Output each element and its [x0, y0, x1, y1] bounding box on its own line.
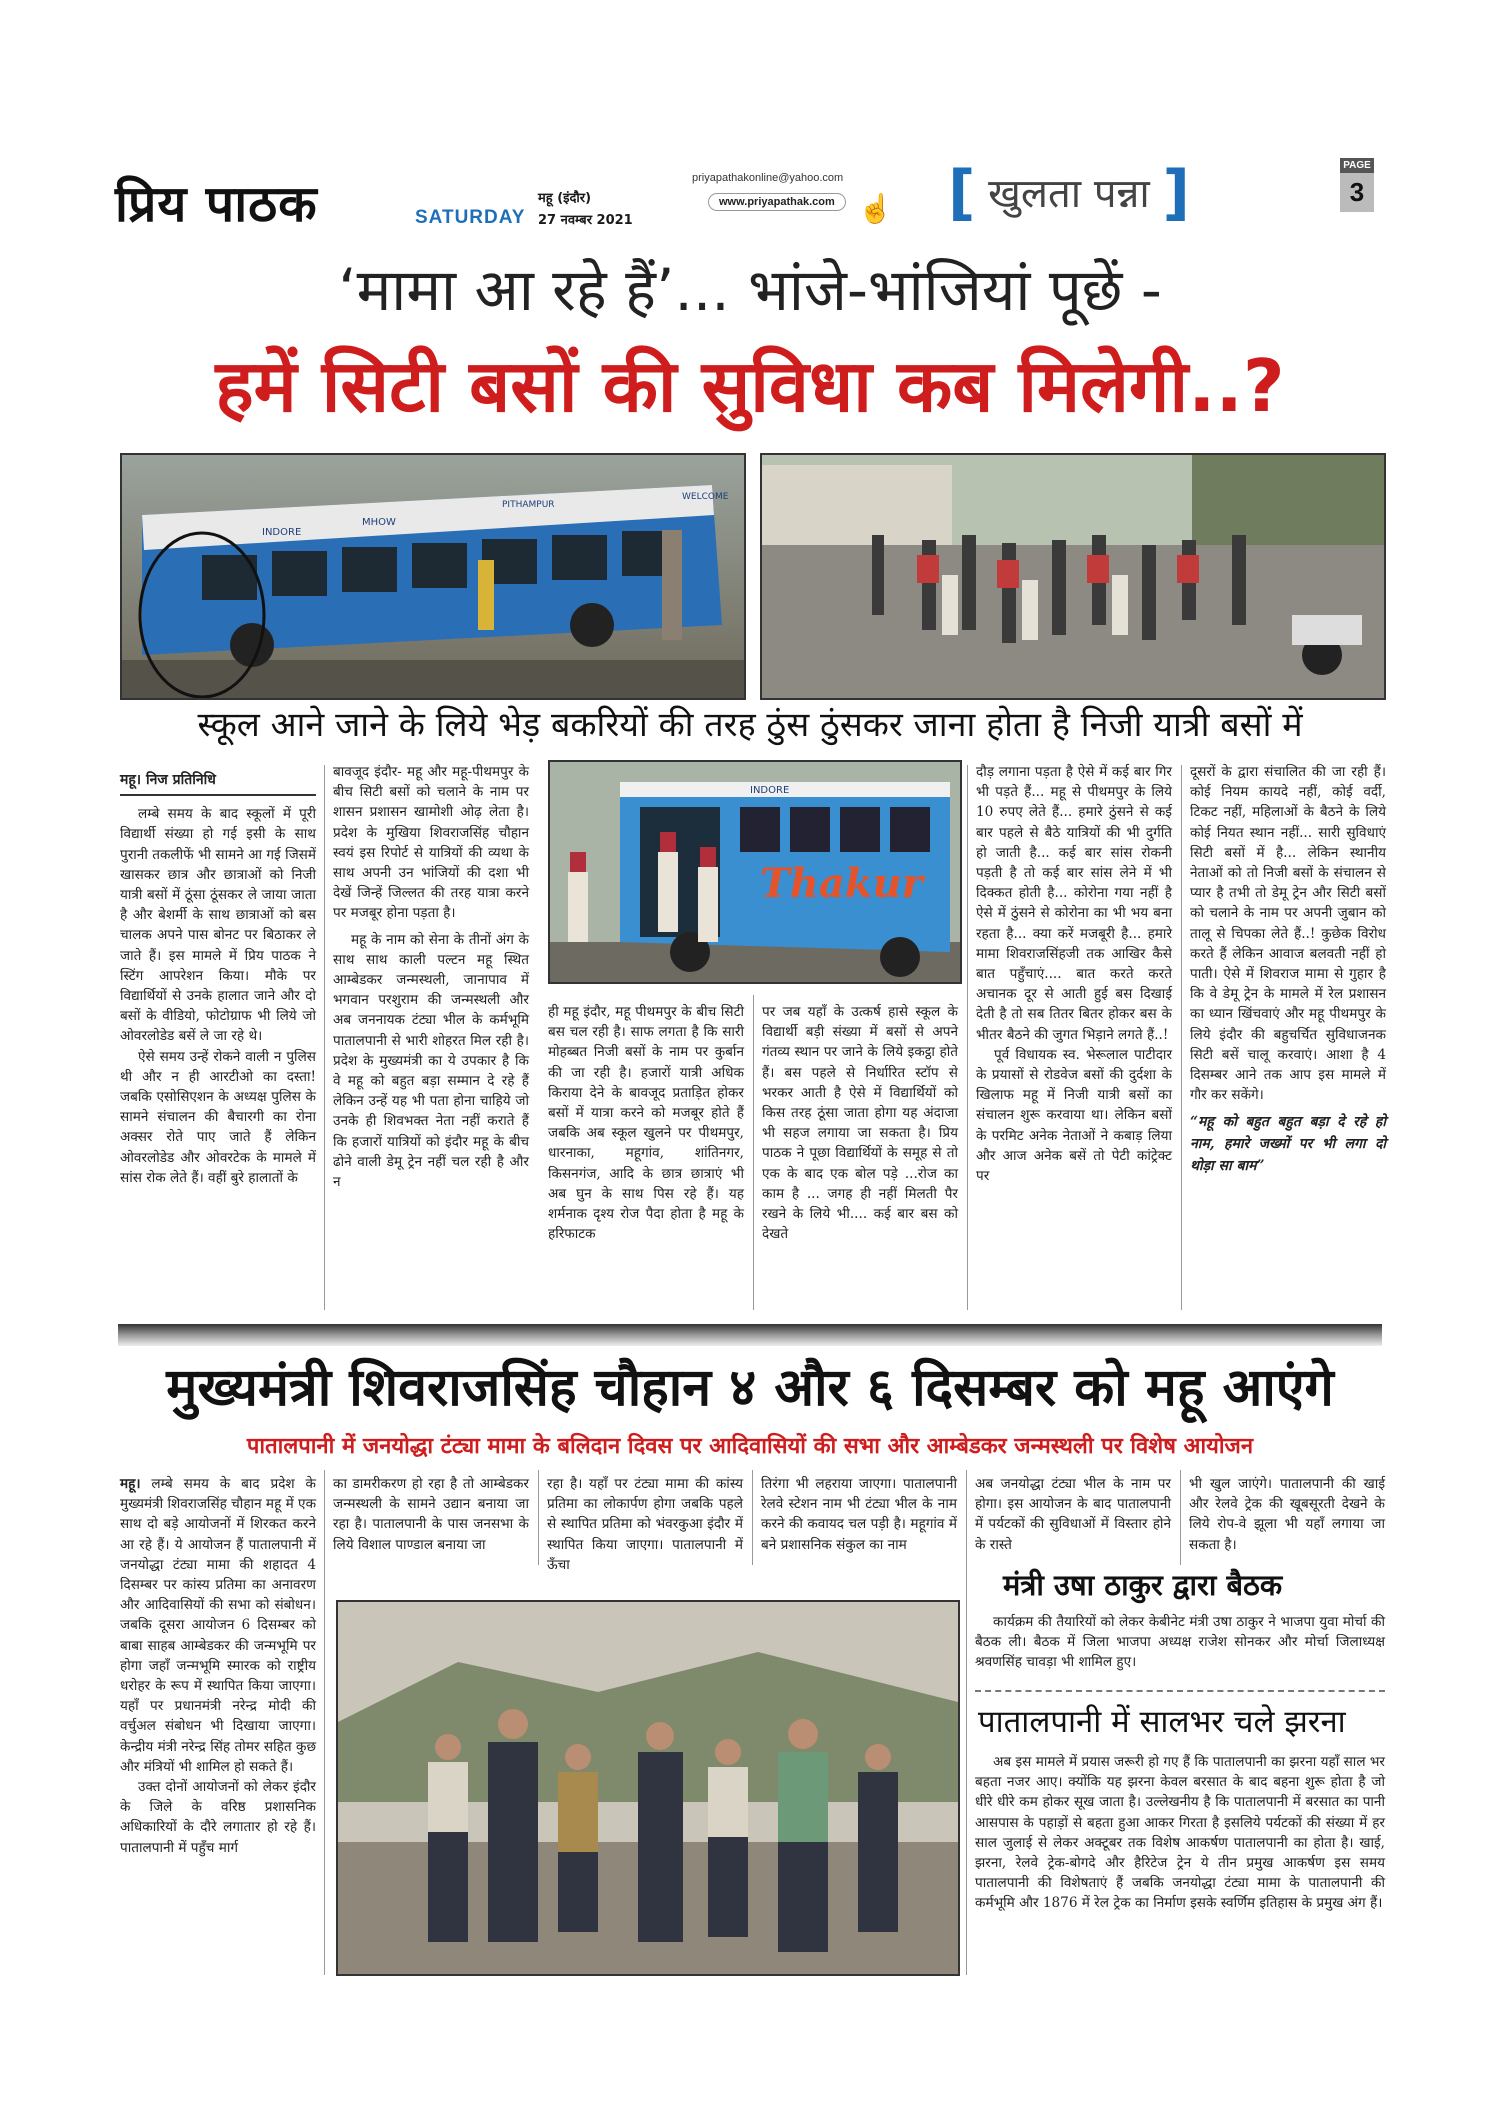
column-divider — [324, 1470, 325, 1975]
bus-label-front: INDORE — [750, 785, 790, 796]
boarding-photo-illustration — [550, 762, 960, 982]
box1-heading: मंत्री उषा ठाकुर द्वारा बैठक — [1003, 1568, 1283, 1602]
story1-paragraph: दौड़ लगाना पड़ता है ऐसे में कई बार गिर भी पड़ते हैं... महू से पीथमपुर के लिये 10 रुपए लेते हैं... हमारे ठुंसने से कई बार पहले से बैठे यात्रियों की भी दुर्गति हो जाती है... कई बार सांस रोकनी पड़ती है तो कई बार सांस लेने में भी दिक्कत होती है... कोरोना गया नहीं है ऐसे में ठुंसने से कोरोना का भी भय बना रहता है... क्या करें मजबूरी है... हमारे मामा शिवराजसिंहजी तक आखिर कैसे बात पहुँचाएं.... बात करते करते अचानक दूर से आती हुई बस दिखाई देती है तो सब तितर बितर होकर बस के भीतर बैठने की जुगत भिड़ाने लगते हैं..! — [976, 764, 1172, 1043]
story2-subheadline: पातालपानी में जनयोद्धा टंट्या मामा के बलिदान दिवस पर आदिवासियों की सभा और आम्बेडकर जन्मस्थली पर विशेष आयोजन — [246, 1434, 1254, 1459]
story1-paragraph: महू के नाम को सेना के तीनों अंग के साथ साथ काली पल्टन महू स्थित आम्बेडकर जन्मस्थली, जानापाव में भगवान परशुराम की जन्मस्थली और अब जननायक टंट्या भील के कर्मभूमि पातालपानी से भारी शोहरत मिल रही है। प्रदेश के मुख्यमंत्री का ये उपकार है कि वे महू को बहुत बड़ा सम्मान दे रहे हैं लेकिन उन्हें यह भी पता होना चाहिये जो उनके ही शिवभक्त नेता नहीं कराते हैं कि हजारों यात्रियों को इंदौर महू के बीच ढोने वाली डेमू ट्रेन नहीं चल रही है और न — [333, 931, 529, 1191]
section-title-text: खुलता पन्ना — [988, 171, 1150, 217]
story1-column-6 — [1190, 762, 1386, 1177]
story1-paragraph: ऐसे समय उन्हें रोकने वाली न पुलिस थी और न ही आरटीओ का दस्ता! जबकि एसोसिएशन के अध्यक्ष पुलिस के सामने संचालन की बैचारगी का रोना अक्सर रोते पाए जाते हैं लेकिन ओवरलोडेड और ओवरटेक के मामले में सांस रोक लेते हैं। वहीं बुरे हालातों के — [120, 1048, 316, 1186]
story1-column-3 — [548, 1002, 744, 1244]
column-divider — [752, 1470, 753, 1565]
story1-column-1 — [120, 770, 316, 1188]
story1-column-4 — [762, 1002, 958, 1244]
story2-paragraph: अब जनयोद्धा टंट्या भील के नाम पर होगा। इस आयोजन के बाद पातालपानी में पर्यटकों की सुविधाओं में विस्तार होने के रास्ते — [975, 1476, 1171, 1553]
page-number: 3 — [1340, 173, 1374, 212]
students-photo-illustration — [762, 455, 1384, 698]
story1-paragraph: पूर्व विधायक स्व. भेरूलाल पाटीदार के प्रयासों से रोडवेज बसों की दुर्दशा के खिलाफ महू में निजी यात्री बसों का संचालन शुरू करवाया था। लेकिन बसों के परमिट अनेक नेताओं ने कबाड़ लिया और आज अनेक बसें तो पेटी कांट्रेक्ट पर — [976, 1046, 1172, 1185]
contact-email[interactable]: priyapathakonline@yahoo.com — [692, 172, 844, 184]
box2-paragraph: अब इस मामले में प्रयास जरूरी हो गए हैं कि पातालपानी का झरना यहाँ साल भर बहता नजर आए। क्योंकि यह झरना केवल बरसात के बाद बहना शुरू होता है जो धीरे धीरे कम होकर सूख जाता है। उल्लेखनीय है कि पातालपानी में बरसात का पानी आसपास के पहाड़ों से बहता हुआ आकर गिरता है इसलिये पर्यटकों की संख्या में हर साल जुलाई से लेकर अक्टूबर तक विशेष आकर्षण पातालपानी का होता है। खाई, झरना, रेलवे ट्रेक-बोगदे और हैरिटेज ट्रेन ये तीन प्रमुख आकर्षण इस समय पातालपानी की विशेषताएं हैं जबकि जनयोद्धा टंट्या मामा के पातालपानी की कर्मभूमि और 1876 में रेल ट्रेक का निर्माण इसके स्वर्णिम इतिहास के प्रमुख अंग हैं। — [975, 1754, 1385, 1912]
story1-paragraph: बावजूद इंदौर- महू और महू-पीथमपुर के बीच सिटी बसों को चलाने के नाम पर शासन प्रशासन खामोशी ओढ़ लेता है। प्रदेश के मुखिया शिवराजसिंह चौहान स्वयं इस रिपोर्ट से यात्रियों की व्यथा के साथ अपनी उन भांजियों की दशा भी देखें जिन्हें जिल्लत की तरह यात्रा करने पर मजबूर होना पड़ता है। — [333, 764, 529, 922]
page-number-box — [1340, 158, 1374, 212]
bus-label-route: MHOW — [362, 517, 396, 528]
bus-photo-illustration — [122, 455, 744, 698]
bracket-left-icon: [ — [948, 158, 976, 228]
issue-place: महू (इंदौर) — [538, 191, 592, 206]
story1-paragraph: पर जब यहाँ के उत्कर्ष हासे स्कूल के विद्यार्थी बड़ी संख्या में बसों से अपने गंतव्य स्थान पर जाने के लिये इकट्ठा होते हैं। बस पहले से निर्धारित स्टॉप से भरकर आती है ऐसे में विद्यार्थियों को किस तरह ठूंसा जाता होगा यह अंदाजा भी सहज लगाया जा सकता है। प्रिय पाठक ने पूछा विद्यार्थियों के समूह से तो एक के बाद एक बोल पड़े ...रोज का काम है ... जगह ही नहीं मिलती पैर रखने के लिये भी.... कई बार बस को देखते — [762, 1004, 958, 1243]
bus-label-tag: WELCOME — [682, 492, 729, 502]
issue-date: 27 नवम्बर 2021 — [538, 213, 633, 228]
story2-dateline: महू। — [120, 1476, 141, 1492]
story2-paragraph: भी खुल जाएंगे। पातालपानी की खाई और रेलवे ट्रेक की खूबसूरती देखने के लिये रोप-वे झूला भी यहाँ लगाया जा सकता है। — [1189, 1476, 1385, 1553]
bus-label-name: Thakur — [760, 860, 923, 907]
story2-column-3 — [547, 1474, 743, 1575]
newspaper-logo: प्रिय पाठक — [115, 175, 318, 233]
main-headline-line2: हमें सिटी बसों की सुविधा कब मिलेगी..? — [215, 344, 1285, 428]
bracket-right-icon: ] — [1162, 158, 1190, 228]
story2-column-6 — [1189, 1474, 1385, 1555]
story1-paragraph: लम्बे समय के बाद स्कूलों में पूरी विद्यार्थी संख्या हो गई इसी के साथ पुरानी तकलीफें भी सामने आ गई जिसमें खासकर छात्र और छात्राओं को निजी यात्री बसों में ठूंसा ठूंसकर ले जाया जाता है और बेशर्मी के साथ छात्राओं को बस चालक अपने पास बोनट पर बिठाकर ले जाते हैं। इस मामले में प्रिय पाठक ने स्टिंग आपरेशन किया। मौके पर विद्यार्थियों से उनके हालात जाने और दो बसों के वीडियो, फोटोग्राफ भी लिये जो ओवरलोडेड बसें ले जा रहे थे। — [120, 806, 316, 1045]
column-divider — [1181, 765, 1182, 1310]
website-link[interactable]: www.priyapathak.com — [708, 193, 846, 211]
box-divider — [975, 1690, 1385, 1692]
story2-paragraph: उक्त दोनों आयोजनों को लेकर इंदौर के जिले के वरिष्ठ प्रशासनिक अधिकारियों के दौरे लगातार हो रहे हैं। पातालपानी में पहुँच मार्ग — [120, 1779, 316, 1856]
page-label: PAGE — [1340, 158, 1374, 173]
story1-column-2 — [333, 762, 529, 1192]
column-divider — [966, 1470, 967, 1975]
story2-paragraph: रहा है। यहाँ पर टंट्या मामा की कांस्य प्रतिमा का लोकार्पण होगा जबकि पहले से स्थापित प्रतिमा को भंवरकुआ इंदौर में स्थापित किया जाएगा। पातालपानी में ऊँचा — [547, 1476, 743, 1573]
story1-column-5 — [976, 762, 1172, 1186]
main-headline-line1: ‘मामा आ रहे हैं’... भांजे-भांजियां पूछें - — [338, 256, 1162, 324]
story1-paragraph: दूसरों के द्वारा संचालित की जा रही हैं। कोई नियम कायदे नहीं, कोई वर्दी, टिकट नहीं, महिलाओं के बैठने के लिये कोई नियत स्थान नहीं... सारी सुविधाएं सिटी बसों में है... लेकिन स्थानीय नेताओं को तो निजी बसों के संचालन से प्यार है तभी तो डेमू ट्रेन और सिटी बसों को चलाने के नाम पर अपनी जुबान को तालू से चिपका लेते हैं..! कुछेक विरोध करते हैं लेकिन आवाज बलवती नहीं हो पाती। ऐसे में शिवराज मामा से गुहार है कि वे डेमू ट्रेन के मामले में रेल प्रशासन का ध्यान खिंचवाएं और महू पीथमपुर के लिये इंदौर की बहुचर्चित सुविधाजनक सिटी बसें चालू करवाएं। आशा है 4 दिसम्बर आने तक आप इस मामले में गौर कर सकेंगे। — [1190, 764, 1386, 1104]
story2-paragraph — [120, 1474, 316, 1777]
story1-byline: महू। निज प्रतिनिधि — [120, 770, 316, 796]
section-title — [948, 158, 1190, 228]
photo-students-waiting — [760, 453, 1386, 700]
column-divider — [753, 995, 754, 1310]
issue-day: SATURDAY — [415, 207, 526, 228]
column-divider — [324, 765, 325, 1310]
column-divider — [1180, 1470, 1181, 1565]
photo-officials-inspection — [336, 1600, 960, 1976]
box1-text — [975, 1612, 1385, 1673]
story2-paragraph: तिरंगा भी लहराया जाएगा। पातालपानी रेलवे स्टेशन नाम भी टंट्या भील के नाम करने की कवायद चल पड़ी है। महूगांव में बने प्रशासनिक संकुल का नाम — [761, 1476, 957, 1553]
section-divider-band — [118, 1324, 1382, 1346]
box2-heading: पातालपानी में सालभर चले झरना — [978, 1704, 1346, 1740]
box1-paragraph: कार्यक्रम की तैयारियों को लेकर केबीनेट मंत्री उषा ठाकुर ने भाजपा युवा मोर्चा की बैठक ली। बैठक में जिला भाजपा अध्यक्ष राजेश सोनकर और मोर्चा जिलाध्यक्ष श्रवणसिंह चावड़ा भी शामिल हुए। — [975, 1614, 1385, 1671]
photo-students-boarding-bus — [548, 760, 962, 984]
column-divider — [967, 765, 968, 1310]
photo-caption: स्कूल आने जाने के लिये भेड़ बकरियों की तरह ठुंस ठुंसकर जाना होता है निजी यात्री बसों में — [197, 705, 1303, 745]
box2-text — [975, 1752, 1385, 1914]
story1-paragraph: ही महू इंदौर, महू पीथमपुर के बीच सिटी बस चल रही है। साफ लगता है कि सारी मोहब्बत निजी बसों के नाम पर कुर्बान की जा रही है। हजारों यात्री अधिक किराया देने के बावजूद प्रताड़ित होकर बसों में यात्रा करने को मजबूर होते हैं जबकि अब स्कूल खुलने पर पीथमपुर, धारनाका, महूगांव, शांतिनगर, किसनगंज, आदि के छात्र छात्राएं भी अब घुन के साथ पिस रहे हैं। यह शर्मनाक दृश्य रोज पैदा होता है महू के हरिफाटक — [548, 1004, 744, 1243]
story2-column-4 — [761, 1474, 957, 1555]
bus-label-front: INDORE — [262, 527, 302, 538]
bus-label-top: PITHAMPUR — [502, 500, 555, 510]
officials-photo-illustration — [338, 1602, 958, 1974]
story2-headline: मुख्यमंत्री शिवराजसिंह चौहान ४ और ६ दिसम्बर को महू आएंगे — [166, 1358, 1334, 1418]
story2-column-5 — [975, 1474, 1171, 1555]
story1-quote: “महू को बहुत बहुत बड़ा दे रहे हो नाम, हमारे जख्मों पर भी लगा दो थोड़ा सा बाम” — [1190, 1114, 1386, 1175]
story2-paragraph-text: लम्बे समय के बाद प्रदेश के मुख्यमंत्री शिवराजसिंह चौहान महू में एक साथ दो बड़े आयोजनों में शिरकत करने आ रहे हैं। ये आयोजन हैं पातालपानी में जनयोद्धा टंट्या मामा की शहादत 4 दिसम्बर पर कांस्य प्रतिमा का अनावरण और आदिवासियों की सभा को संबोधन। जबकि दूसरा आयोजन 6 दिसम्बर को बाबा साहब आम्बेडकर की जन्मभूमि पर होगा जहाँ जन्मभूमि स्मारक को राष्ट्रीय धरोहर के रूप में स्थापित किया जाएगा। यहाँ पर प्रधानमंत्री नरेन्द्र मोदी की वर्चुअल संबोधन भी दिखाया जाएगा। केन्द्रीय मंत्री नरेन्द्र सिंह तोमर सहित कुछ और मंत्रियों भी शामिल हो सकते हैं। — [120, 1476, 317, 1775]
column-divider — [538, 1470, 539, 1565]
story2-column-2 — [333, 1474, 529, 1555]
story2-column-1 — [120, 1474, 316, 1858]
photo-overloaded-bus — [120, 453, 746, 700]
story2-paragraph: का डामरीकरण हो रहा है तो आम्बेडकर जन्मस्थली के सामने उद्यान बनाया जा रहा है। पातालपानी के पास जनसभा के लिये विशाल पाण्डाल बनाया जा — [333, 1476, 529, 1553]
pointer-hand-icon: ☝ — [858, 192, 893, 225]
